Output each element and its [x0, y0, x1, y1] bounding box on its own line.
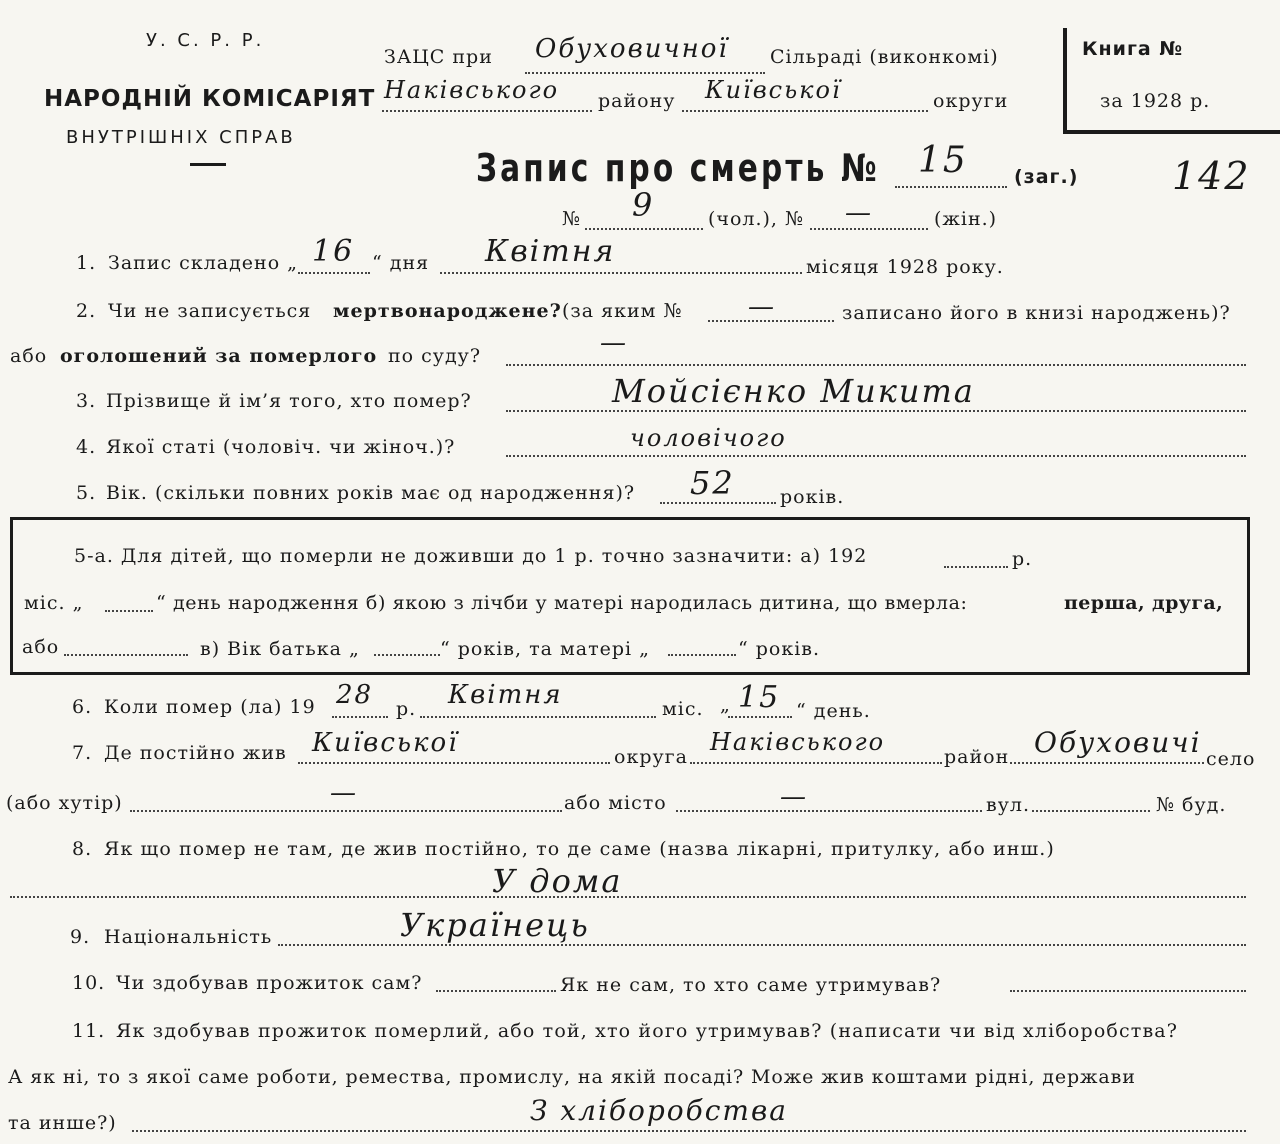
record-number-handwritten: 15 — [918, 140, 968, 181]
q2-line1a: Чи не записується — [108, 300, 312, 322]
okrug-handwritten: Київської — [705, 76, 842, 104]
q5a-line3b: в) Вік батька „ — [200, 638, 360, 660]
q7-selo-label: село — [1206, 748, 1256, 770]
book-number-label: Книга № — [1082, 38, 1184, 60]
q10-text-b: Як не сам, то хто саме утримував? — [560, 974, 942, 996]
district-label: району — [598, 90, 676, 112]
q4-number: 4. — [76, 436, 97, 458]
republic-heading: У. С. Р. Р. — [146, 30, 265, 51]
male-number-handwritten: 9 — [632, 186, 655, 224]
district-handwritten: Наківського — [384, 76, 560, 104]
q1-prefix: Запис складено „ — [108, 252, 299, 274]
q5a-line2a: міс. „ — [24, 592, 84, 614]
q6-number: 6. — [72, 696, 93, 718]
zags-label: ЗАЦС при — [384, 46, 493, 68]
q11-number: 11. — [72, 1020, 106, 1042]
commissariat-heading: НАРОДНІЙ КОМІСАРІЯТ — [44, 86, 376, 112]
q7-misto-label: або місто — [564, 792, 667, 814]
village-council-label: Сільраді (виконкомі) — [770, 46, 999, 68]
q6-mis-label: міс. — [662, 698, 704, 720]
q7-bud-label: № буд. — [1156, 794, 1227, 816]
q1-day-handwritten: 16 — [312, 234, 355, 269]
q7-selo-handwritten: Обуховичі — [1034, 726, 1202, 759]
record-title: Запис про смерть № — [476, 146, 880, 190]
q2-line2c: по суду? — [388, 345, 482, 367]
q5-suffix: років. — [780, 486, 845, 508]
q3-answer-handwritten: Мойсієнко Микита — [612, 372, 975, 410]
q4-answer-handwritten: чоловічого — [630, 424, 787, 452]
q10-number: 10. — [72, 972, 106, 994]
q11-answer-handwritten: З хліборобства — [530, 1094, 788, 1127]
q5-age-handwritten: 52 — [690, 464, 735, 502]
q4-text: Якої статі (чоловіч. чи жіноч.)? — [106, 436, 456, 458]
q2-number: 2. — [76, 300, 97, 322]
q9-answer-handwritten: Українець — [400, 906, 590, 944]
q11-line1: Як здобував прожиток померлий, або той, хто його утримував? (написати чи від хліборобства? — [116, 1020, 1179, 1042]
q3-text: Прізвище й ім’я того, хто помер? — [106, 390, 472, 412]
q2-line2-handwritten: — — [600, 328, 628, 358]
q5a-line3a: або — [22, 636, 60, 658]
header-left-dash — [190, 163, 226, 166]
q7-number: 7. — [72, 742, 93, 764]
q10-text-a: Чи здобував прожиток сам? — [116, 972, 423, 994]
q8-number: 8. — [72, 838, 93, 860]
q7-rayon-label: район — [944, 746, 1010, 768]
q7-okrug-handwritten: Київської — [312, 728, 459, 758]
corner-number-handwritten: 142 — [1172, 154, 1251, 198]
q6-month-handwritten: Квітня — [448, 680, 563, 710]
q1-suffix: місяця 1928 року. — [806, 256, 1004, 278]
q2-line1c: (за яким № — [562, 300, 683, 322]
book-year-label: за 1928 р. — [1100, 90, 1211, 112]
q5a-line1b: р. — [1012, 548, 1033, 570]
q2-line1-handwritten: — — [748, 292, 776, 322]
female-label: (жін.) — [934, 208, 998, 230]
okrug-label: округи — [933, 90, 1009, 112]
q3-number: 3. — [76, 390, 97, 412]
department-heading: ВНУТРІШНІХ СПРАВ — [66, 127, 296, 148]
q7-text: Де постійно жив — [104, 742, 287, 764]
q6-r-label: р. — [396, 698, 417, 720]
q2-line1d: записано його в книзі народжень)? — [842, 302, 1231, 324]
q7-okrug-label: округа — [614, 746, 688, 768]
q8-answer-handwritten: У дома — [492, 862, 623, 900]
subnumber-no-label: № — [562, 208, 581, 230]
q5a-line2c: перша, друга, — [1064, 592, 1224, 614]
q1-mid: “ дня — [372, 252, 430, 274]
q1-number: 1. — [76, 252, 97, 274]
q11-line3: та инше?) — [8, 1112, 117, 1134]
q5a-line3d: “ років. — [738, 638, 821, 660]
q5a-line2b: “ день народження б) якою з лічби у матері народилась дитина, що вмерла: — [156, 592, 968, 614]
q6-day-close: “ день. — [796, 700, 871, 722]
q5-text: Вік. (скільки повних років має од народження)? — [106, 482, 636, 504]
q5-number: 5. — [76, 482, 97, 504]
q7-misto-handwritten: — — [780, 782, 808, 812]
q2-stillborn: мертвонароджене? — [333, 300, 562, 322]
q7-vul-label: вул. — [986, 794, 1030, 816]
q7-khutir-label: (або хутір) — [6, 792, 123, 814]
q1-month-handwritten: Квітня — [485, 234, 616, 269]
male-label: (чол.), № — [708, 208, 804, 230]
q7-rayon-handwritten: Наківського — [710, 728, 886, 756]
q7-khutir-handwritten: — — [330, 778, 358, 808]
q6-text: Коли помер (ла) 19 — [104, 696, 316, 718]
q2-line2a: або — [10, 345, 48, 367]
female-number-handwritten: — — [845, 198, 873, 228]
q11-line2: А як ні, то з якої саме роботи, ремества, промислу, на якій посаді? Може жив коштами рідні, держави — [8, 1066, 1136, 1088]
record-total-label: (заг.) — [1014, 166, 1079, 188]
q6-day-handwritten: 15 — [738, 680, 781, 715]
q2-declared-dead: оголошений за померлого — [60, 345, 378, 367]
q6-year-handwritten: 28 — [336, 680, 374, 710]
q9-text: Національність — [104, 926, 273, 948]
q5a-line1a: 5-а. Для дітей, що померли не доживши до 1 р. точно зазначити: а) 192 — [74, 545, 868, 567]
village-council-handwritten: Обуховичної — [535, 34, 729, 64]
q9-number: 9. — [70, 926, 91, 948]
q5a-line3c: “ років, та матері „ — [440, 638, 650, 660]
q6-day-open: „ — [720, 694, 731, 716]
q8-text: Як що помер не там, де жив постійно, то де саме (назва лікарні, притулку, або инш.) — [104, 838, 1055, 860]
